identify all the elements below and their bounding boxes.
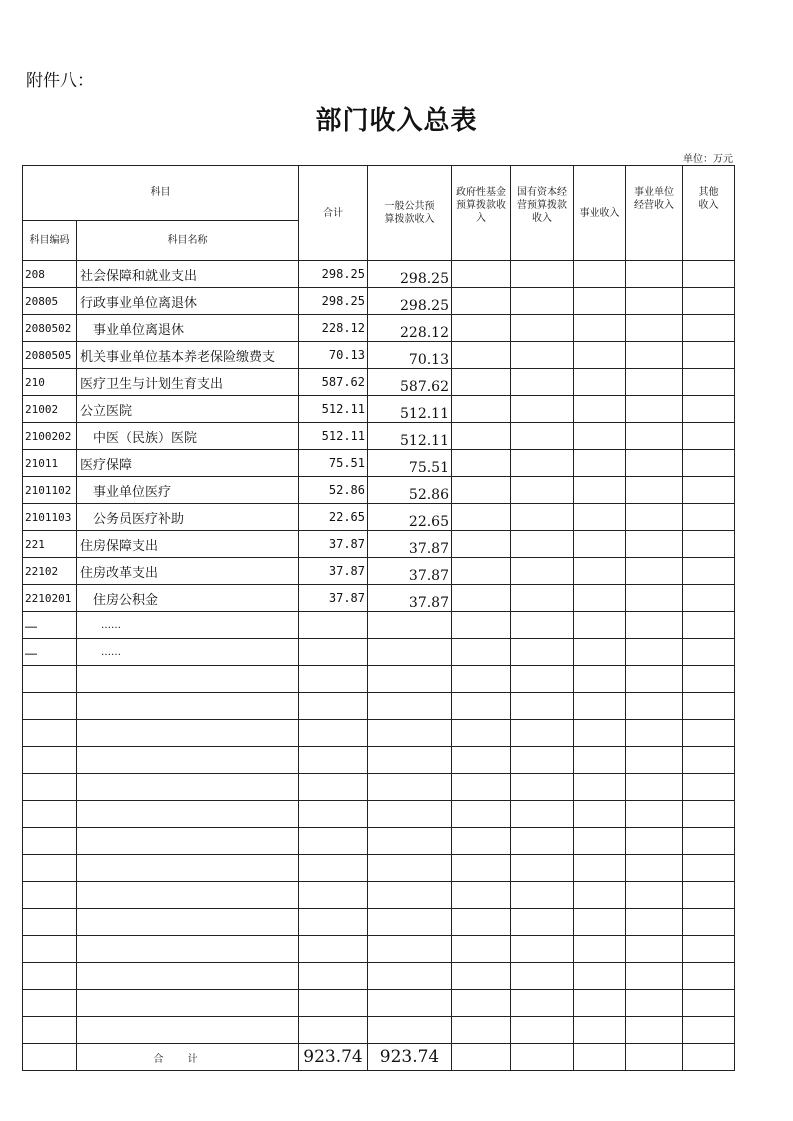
header-general-budget: 一般公共预算拨款收入 xyxy=(368,166,452,261)
total-value: 37.87 xyxy=(299,531,368,558)
subject-code: 2101103 xyxy=(23,504,77,531)
general-budget-value: 512.11 xyxy=(368,396,452,423)
total-value xyxy=(299,639,368,666)
header-total: 合计 xyxy=(299,166,368,261)
table-row xyxy=(23,531,735,558)
subject-code: 2080502 xyxy=(23,315,77,342)
total-value: 37.87 xyxy=(299,585,368,612)
table-row xyxy=(23,612,735,639)
subject-name: 住房保障支出 xyxy=(77,531,299,558)
header-other-income: 其他收入 xyxy=(683,166,735,261)
subject-code: 208 xyxy=(23,261,77,288)
header-subject: 科目 xyxy=(23,166,299,221)
subject-name: 机关事业单位基本养老保险缴费支 xyxy=(77,342,299,369)
general-budget-value: 512.11 xyxy=(368,423,452,450)
general-budget-value xyxy=(368,612,452,639)
table-row xyxy=(23,450,735,477)
general-budget-value: 37.87 xyxy=(368,558,452,585)
subject-code: 2101102 xyxy=(23,477,77,504)
general-budget-value: 22.65 xyxy=(368,504,452,531)
subject-name: 行政事业单位离退休 xyxy=(77,288,299,315)
general-budget-value xyxy=(368,639,452,666)
total-value: 22.65 xyxy=(299,504,368,531)
subject-name: 事业单位离退休 xyxy=(77,315,299,342)
subject-name: 住房公积金 xyxy=(77,585,299,612)
total-value: 75.51 xyxy=(299,450,368,477)
subject-name: 医疗卫生与计划生育支出 xyxy=(77,369,299,396)
table-row xyxy=(23,639,735,666)
attachment-label: 附件八： xyxy=(26,71,94,91)
subject-code: 2100202 xyxy=(23,423,77,450)
revenue-table xyxy=(22,165,735,1071)
header-subject-code: 科目编码 xyxy=(23,221,77,261)
table-row xyxy=(23,423,735,450)
general-budget-value: 37.87 xyxy=(368,531,452,558)
header-subject-name: 科目名称 xyxy=(77,221,299,261)
subject-name: 住房改革支出 xyxy=(77,558,299,585)
page-title: 部门收入总表 xyxy=(315,106,478,136)
total-label: 合计 xyxy=(77,1044,299,1071)
table-row xyxy=(23,585,735,612)
subject-code: …… xyxy=(23,612,77,639)
total-value: 298.25 xyxy=(299,261,368,288)
total-row xyxy=(23,1044,735,1071)
total-value: 37.87 xyxy=(299,558,368,585)
table-row xyxy=(23,261,735,288)
header-state-capital: 国有资本经营预算拨款收入 xyxy=(511,166,574,261)
subject-code: 21011 xyxy=(23,450,77,477)
header-gov-fund: 政府性基金预算拨款收入 xyxy=(452,166,511,261)
subject-name: 公务员医疗补助 xyxy=(77,504,299,531)
subject-code: …… xyxy=(23,639,77,666)
table-row xyxy=(23,315,735,342)
general-budget-value: 75.51 xyxy=(368,450,452,477)
general-budget-value: 70.13 xyxy=(368,342,452,369)
table-row xyxy=(23,558,735,585)
general-budget-value: 587.62 xyxy=(368,369,452,396)
total-value: 512.11 xyxy=(299,423,368,450)
subject-code: 2080505 xyxy=(23,342,77,369)
table-row xyxy=(23,288,735,315)
empty-rows xyxy=(23,666,735,1044)
header-business-income: 事业收入 xyxy=(574,166,626,261)
table-row xyxy=(23,396,735,423)
table-row xyxy=(23,342,735,369)
table-row xyxy=(23,477,735,504)
subject-name: 公立医院 xyxy=(77,396,299,423)
subject-code: 210 xyxy=(23,369,77,396)
general-budget-value: 298.25 xyxy=(368,261,452,288)
subject-name: …… xyxy=(77,612,299,639)
general-budget-value: 298.25 xyxy=(368,288,452,315)
total-value: 52.86 xyxy=(299,477,368,504)
subject-name: 中医（民族）医院 xyxy=(77,423,299,450)
general-budget-value: 37.87 xyxy=(368,585,452,612)
total-value: 587.62 xyxy=(299,369,368,396)
subject-code: 22102 xyxy=(23,558,77,585)
total-value: 228.12 xyxy=(299,315,368,342)
subject-code: 221 xyxy=(23,531,77,558)
grand-general-budget-value: 923.74 xyxy=(368,1044,452,1071)
header-business-unit-operating: 事业单位经营收入 xyxy=(626,166,683,261)
general-budget-value: 52.86 xyxy=(368,477,452,504)
total-value: 512.11 xyxy=(299,396,368,423)
general-budget-value: 228.12 xyxy=(368,315,452,342)
total-value: 298.25 xyxy=(299,288,368,315)
total-value: 70.13 xyxy=(299,342,368,369)
unit-label: 单位：万元 xyxy=(683,154,733,165)
table-row xyxy=(23,369,735,396)
subject-name: …… xyxy=(77,639,299,666)
subject-name: 医疗保障 xyxy=(77,450,299,477)
subject-code: 21002 xyxy=(23,396,77,423)
total-value xyxy=(299,612,368,639)
subject-code: 2210201 xyxy=(23,585,77,612)
subject-name: 事业单位医疗 xyxy=(77,477,299,504)
grand-total-value: 923.74 xyxy=(299,1044,368,1071)
subject-code: 20805 xyxy=(23,288,77,315)
table-row xyxy=(23,504,735,531)
subject-name: 社会保障和就业支出 xyxy=(77,261,299,288)
